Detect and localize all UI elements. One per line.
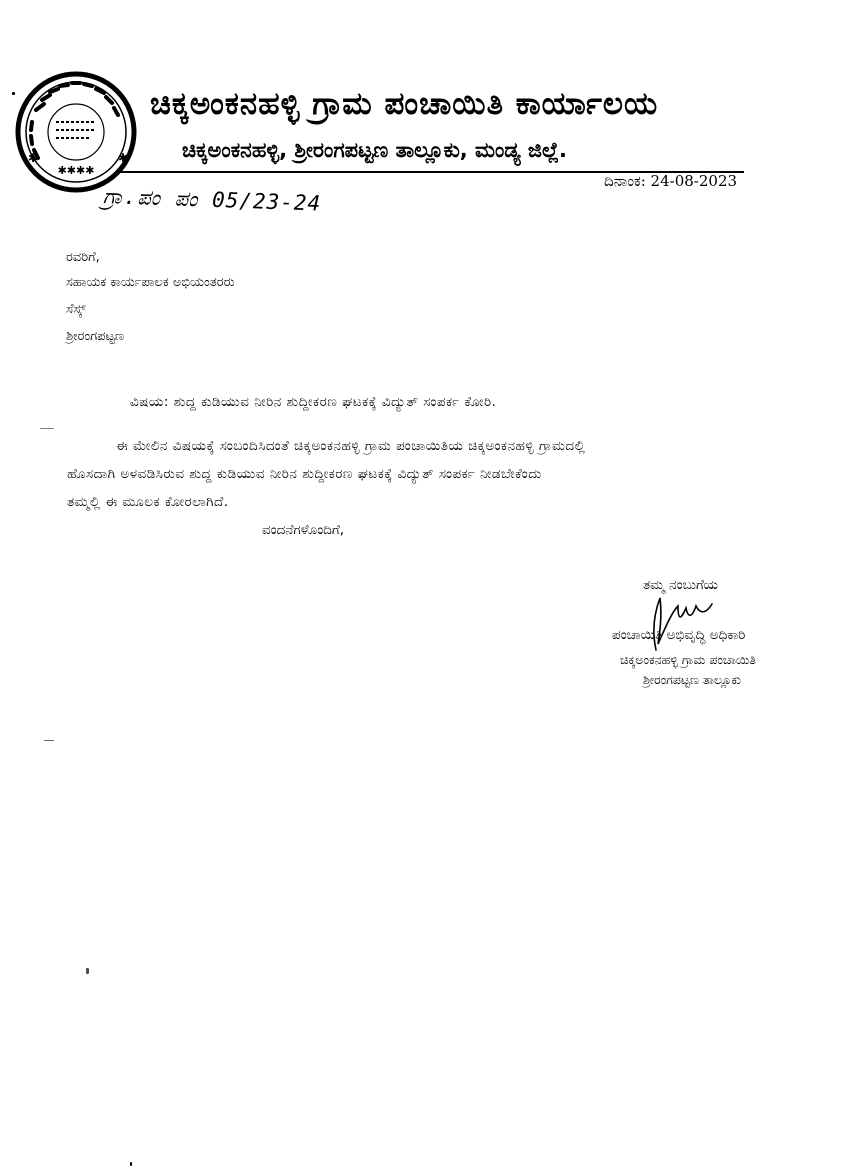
scan-speck	[44, 740, 54, 741]
signatory-designation: ಪಂಚಾಯಿತಿ ಅಭಿವೃದ್ಧಿ ಅಧಿಕಾರಿ	[612, 627, 746, 643]
letter-date: ದಿನಾಂಕ: 24-08-2023	[604, 172, 738, 190]
closing-greeting: ವಂದನೆಗಳೊಂದಿಗೆ,	[262, 522, 345, 538]
body-line-1: ಈ ಮೇಲಿನ ವಿಷಯಕ್ಕೆ ಸಂಬಂದಿಸಿದಂತೆ ಚಿಕ್ಕಅಂಕನಹಳ್ಳಿ ಗ್ರಾಮ ಪಂಚಾಯಿತಿಯ ಚಿಕ್ಕಅಂಕನಹಳ್ಳಿ ಗ್ರಾಮದಲ್ಲಿ	[116, 438, 586, 454]
scan-speck	[86, 968, 89, 974]
svg-text:✱✱✱✱: ✱✱✱✱	[57, 164, 95, 177]
addressee-place: ಶ್ರೀರಂಗಪಟ್ಟಣ	[66, 329, 125, 344]
signatory-panchayat: ಚಿಕ್ಕಅಂಕನಹಳ್ಳಿ ಗ್ರಾಮ ಪಂಚಾಯಿತಿ	[620, 652, 756, 667]
scan-speck	[130, 1162, 132, 1166]
addressee-office: ಸೆಸ್ಕ್	[66, 302, 86, 317]
body-line-2: ಹೊಸದಾಗಿ ಅಳವಡಿಸಿರುವ ಶುದ್ದ ಕುಡಿಯುವ ನೀರಿನ ಶುದ್ದೀಕರಣ ಘಟಕಕ್ಕೆ ವಿದ್ಯುತ್ ಸಂಪರ್ಕ ನೀಡಬೇಕೆಂದು	[67, 466, 542, 482]
addressee-designation: ಸಹಾಯಕ ಕಾರ್ಯಪಾಲಕ ಅಭಿಯಂತರರು	[66, 275, 235, 290]
handwritten-reference-number: ಗ್ರಾ.ಪಂ ಪಂ 05/23-24	[102, 184, 322, 216]
svg-text:✱: ✱	[28, 151, 39, 165]
office-address: ಚಿಕ್ಕಅಂಕನಹಳ್ಳಿ, ಶ್ರೀರಂಗಪಟ್ಟಣ ತಾಲ್ಲೂಕು, ಮಂಡ್ಯ ಜಿಲ್ಲೆ.	[182, 138, 567, 162]
signatory-taluk: ಶ್ರೀರಂಗಪಟ್ಟಣ ತಾಲ್ಲೂಕು	[643, 672, 742, 687]
svg-text:✱: ✱	[118, 151, 129, 165]
panchayat-seal-icon	[14, 70, 138, 194]
yours-faithfully: ತಮ್ಮ ನಂಬುಗೆಯ	[643, 577, 718, 593]
signature-scribble-icon	[622, 592, 762, 652]
letter-subject: ವಿಷಯ: ಶುದ್ದ ಕುಡಿಯುವ ನೀರಿನ ಶುದ್ದೀಕರಣ ಘಟಕಕ್ಕೆ ವಿದ್ಯುತ್ ಸಂಪರ್ಕ ಕೋರಿ.	[130, 394, 497, 410]
addressee-salutation: ರವರಿಗೆ,	[66, 250, 100, 265]
office-name: ಚಿಕ್ಕಅಂಕನಹಳ್ಳಿ ಗ್ರಾಮ ಪಂಚಾಯಿತಿ ಕಾರ್ಯಾಲಯ	[150, 86, 659, 122]
scan-speck	[40, 428, 54, 429]
scan-speck	[12, 92, 15, 95]
body-line-3: ತಮ್ಮಲ್ಲಿ ಈ ಮೂಲಕ ಕೋರಲಾಗಿದೆ.	[67, 494, 229, 510]
